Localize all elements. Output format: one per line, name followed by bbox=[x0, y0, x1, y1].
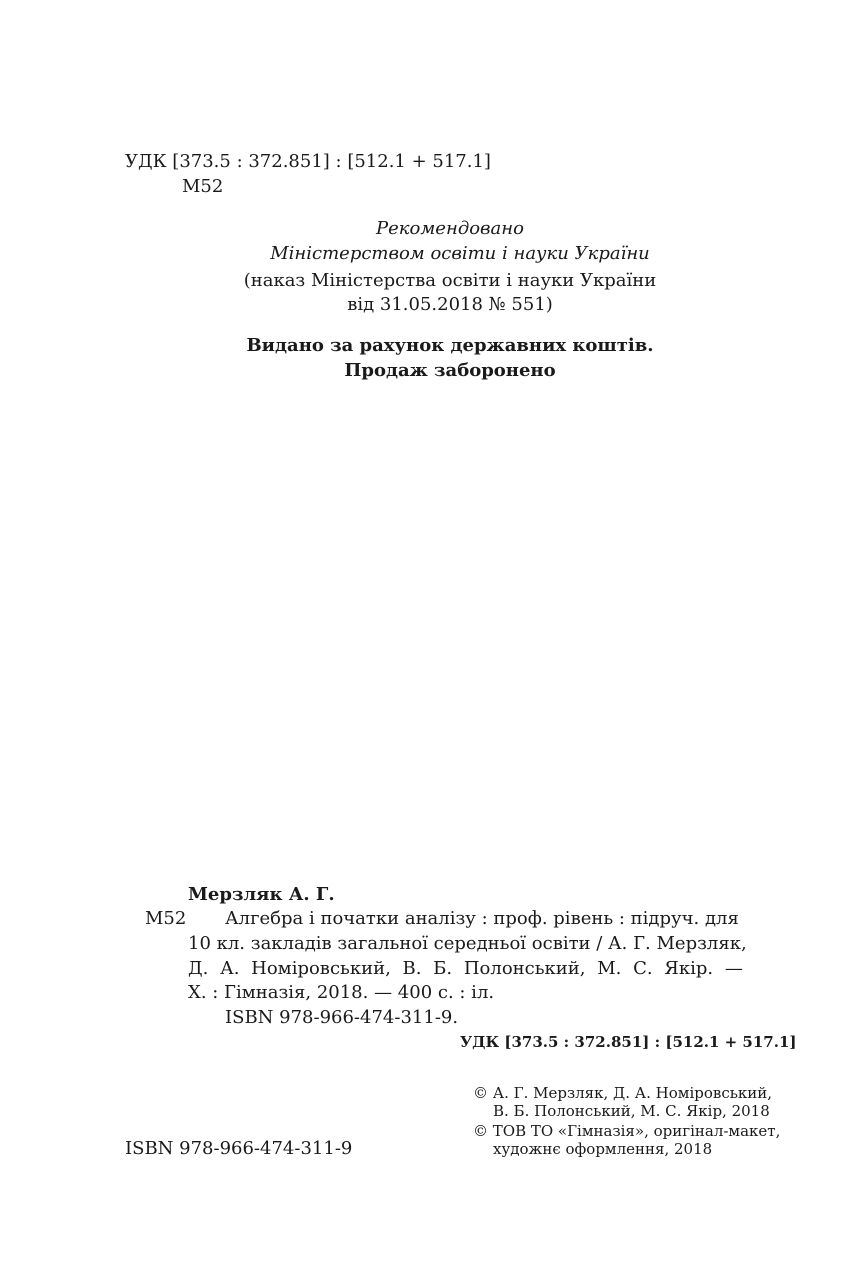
catalog-line-4: Х. : Гімназія, 2018. — 400 с. : іл. bbox=[188, 982, 495, 1003]
catalog-line-1: Алгебра і початки аналізу : проф. рівень : підруч. для bbox=[225, 908, 739, 929]
copyright-publisher-2: художнє оформлення, 2018 bbox=[493, 1140, 713, 1158]
sale-prohibited: Продаж заборонено bbox=[344, 360, 556, 381]
copyright-authors-2: В. Б. Полонський, М. С. Якір, 2018 bbox=[493, 1102, 770, 1120]
order-line: (наказ Міністерства освіти і науки України bbox=[243, 270, 657, 291]
catalog-udc: УДК [373.5 : 372.851] : [512.1 + 517.1] bbox=[460, 1033, 797, 1051]
recommendation-label: Рекомендовано bbox=[376, 218, 524, 239]
author-sign: М52 bbox=[182, 176, 224, 197]
udc-code: УДК [373.5 : 372.851] : [512.1 + 517.1] bbox=[125, 151, 491, 172]
catalog-isbn: ISBN 978-966-474-311-9. bbox=[225, 1007, 459, 1028]
catalog-author: Мерзляк А. Г. bbox=[188, 884, 335, 905]
copyright-publisher: © ТОВ ТО «Гімназія», оригінал-макет, bbox=[473, 1122, 781, 1140]
catalog-line-3: Д. А. Номіровський, В. Б. Полонський, М. С. Якір. — bbox=[188, 958, 743, 979]
recommendation-ministry: Міністерством освіти і науки України bbox=[270, 243, 650, 264]
order-date: від 31.05.2018 № 551) bbox=[347, 294, 553, 315]
catalog-line-2: 10 кл. закладів загальної середньої освіти / А. Г. Мерзляк, bbox=[188, 933, 747, 954]
isbn-main: ISBN 978-966-474-311-9 bbox=[125, 1138, 353, 1159]
funding-notice: Видано за рахунок державних коштів. bbox=[246, 335, 654, 356]
copyright-authors: © А. Г. Мерзляк, Д. А. Номіровський, bbox=[473, 1084, 773, 1102]
catalog-sign: М52 bbox=[145, 908, 187, 929]
